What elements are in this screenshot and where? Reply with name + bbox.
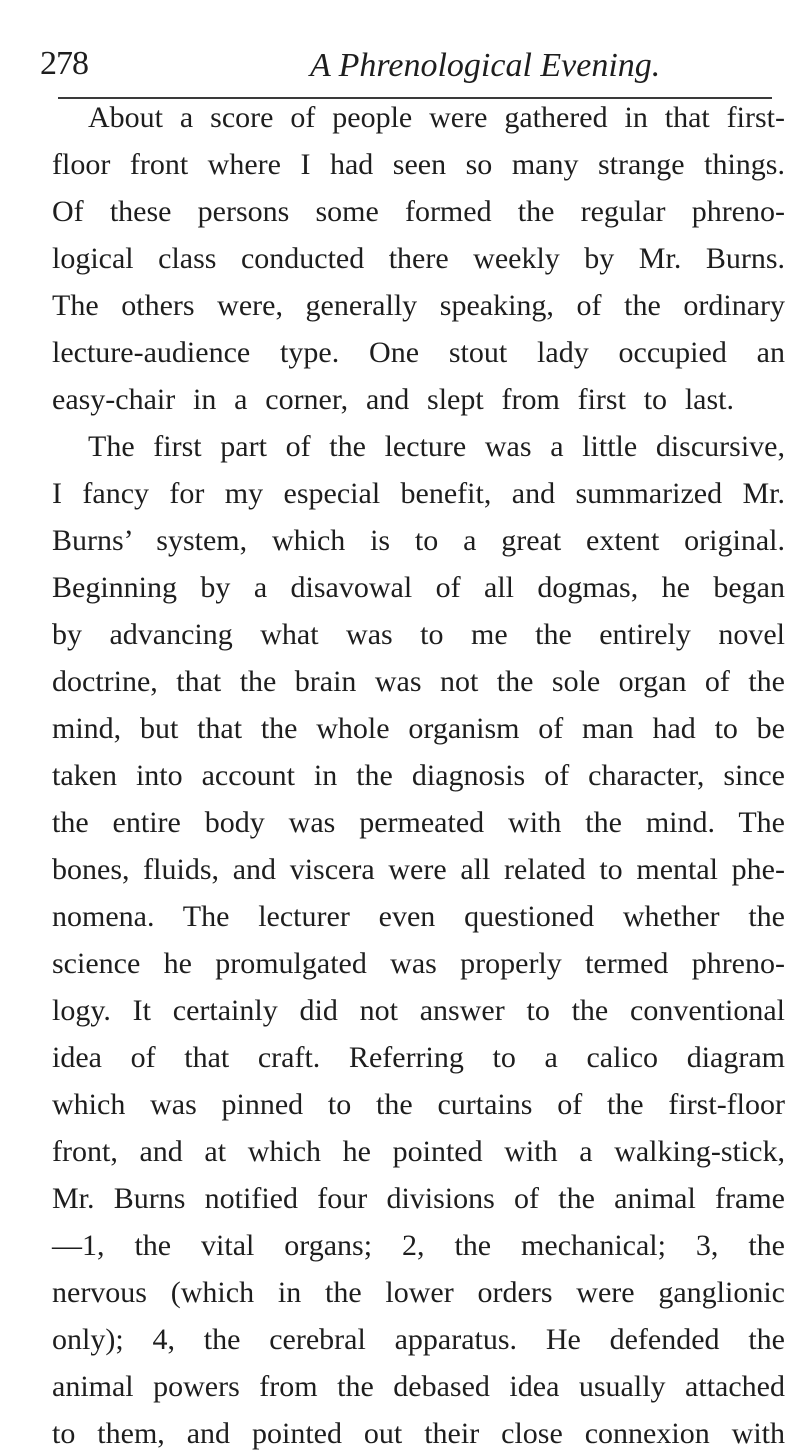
text-line: About a score of people were gathered in that first- xyxy=(88,101,785,134)
text-line: animal powers from the debased idea usually attached xyxy=(52,1370,785,1403)
text-line: I fancy for my especial benefit, and summarized Mr. xyxy=(52,477,785,510)
text-line: logy. It certainly did not answer to the conventional xyxy=(52,994,785,1027)
text-line: The first part of the lecture was a little discursive, xyxy=(88,430,785,463)
text-line: which was pinned to the curtains of the first-floor xyxy=(52,1088,785,1121)
text-line: only); 4, the cerebral apparatus. He defended the xyxy=(52,1323,785,1356)
text-line: science he promulgated was properly termed phreno- xyxy=(52,947,785,980)
text-line: The others were, generally speaking, of the ordinary xyxy=(52,289,785,322)
running-title: A Phrenological Evening. xyxy=(310,47,661,84)
text-line: easy-chair in a corner, and slept from first to last. xyxy=(52,383,734,416)
running-head xyxy=(40,44,796,92)
page-number: 278 xyxy=(40,45,88,82)
text-line: nomena. The lecturer even questioned whether the xyxy=(52,900,785,933)
text-line: front, and at which he pointed with a walking-stick, xyxy=(52,1135,785,1168)
text-line: logical class conducted there weekly by Mr. Burns. xyxy=(52,242,785,275)
text-line: floor front where I had seen so many strange things. xyxy=(52,148,785,181)
text-line: nervous (which in the lower orders were ganglionic xyxy=(52,1276,785,1309)
text-line: bones, fluids, and viscera were all related to mental phe- xyxy=(52,853,785,886)
text-line: by advancing what was to me the entirely novel xyxy=(52,618,785,651)
text-line: mind, but that the whole organism of man had to be xyxy=(52,712,785,745)
text-line: Burns’ system, which is to a great extent original. xyxy=(52,524,785,557)
text-line: idea of that craft. Referring to a calico diagram xyxy=(52,1041,785,1074)
text-line: doctrine, that the brain was not the sole organ of the xyxy=(52,665,785,698)
text-line: taken into account in the diagnosis of character, since xyxy=(52,759,785,792)
text-line: —1, the vital organs; 2, the mechanical; 3, the xyxy=(52,1229,785,1262)
text-line: lecture-audience type. One stout lady occupied an xyxy=(52,336,785,369)
text-line: Of these persons some formed the regular phreno- xyxy=(52,195,785,228)
text-line: the entire body was permeated with the mind. The xyxy=(52,806,785,839)
text-line: to them, and pointed out their close connexion with xyxy=(52,1417,785,1450)
text-line: Beginning by a disavowal of all dogmas, he began xyxy=(52,571,785,604)
text-line: Mr. Burns notified four divisions of the animal frame xyxy=(52,1182,785,1215)
